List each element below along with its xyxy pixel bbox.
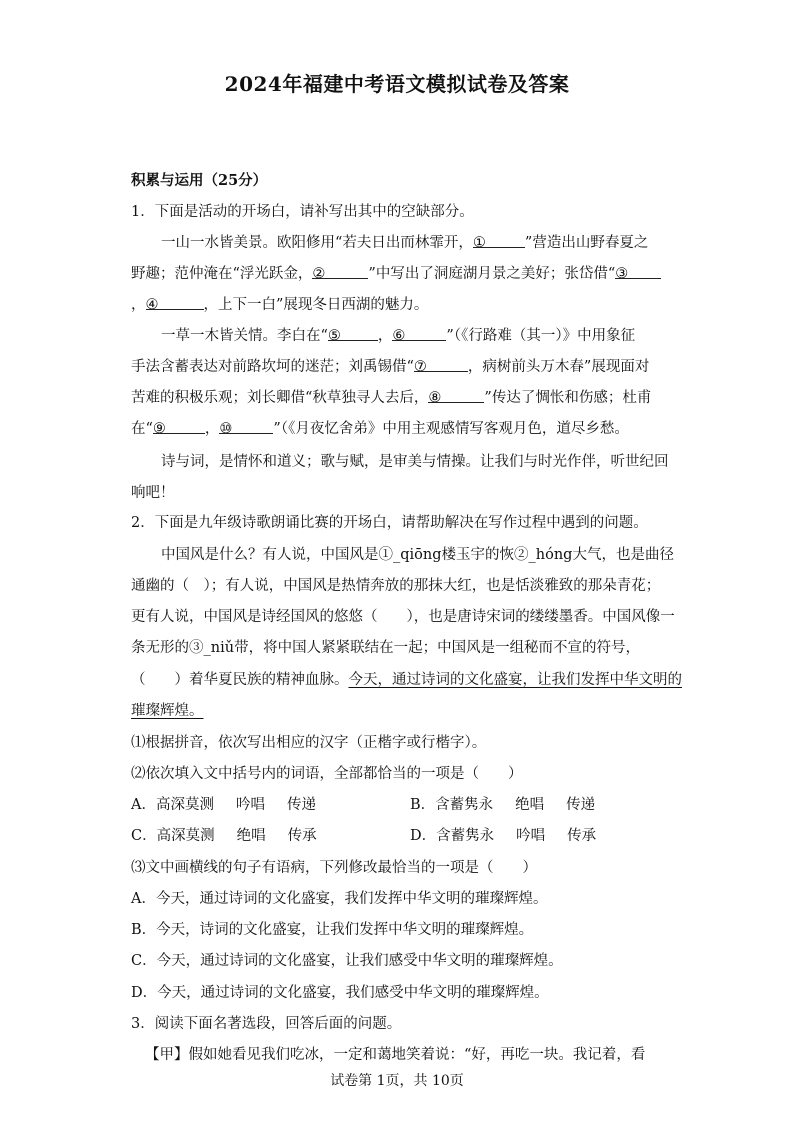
q1-p1-line1: 一山一水皆美景。欧阳修用“若夫日出而林霏开，① ”营造出山野春夏之 — [161, 235, 649, 251]
blank-5[interactable]: ⑤ — [328, 326, 378, 341]
q1-stem: 1．下面是活动的开场白，请补写出其中的空缺部分。 — [131, 204, 474, 220]
blank-9[interactable]: ⑨ — [153, 419, 205, 434]
q2-passage-line4: 条无形的③_niǔ带，将中国人紧紧联结在一起；中国风是一组秘而不宣的符号， — [131, 640, 641, 656]
blank-2[interactable]: ② — [312, 264, 368, 279]
blank-3[interactable]: ③ — [615, 264, 661, 279]
q2-passage-line2: 通幽的（ ）；有人说，中国风是热情奔放的那抹大红，也是恬淡雅致的那朵青花； — [131, 578, 661, 594]
page-footer: 试卷第 1页，共 10页 — [330, 1073, 464, 1089]
option-2c[interactable]: C．高深莫测 绝唱 传承 — [131, 828, 317, 844]
q1-p1-line3: ，④ ，上下一白”展现冬日西湖的魅力。 — [131, 297, 429, 313]
q3-excerpt-line1: 【甲】假如她看见我们吃冰，一定和蔼地笑着说：“好，再吃一块。我记着，看 — [145, 1047, 646, 1063]
q1-p2-line3: 苦难的积极乐观；刘长卿借“秋草独寻人去后，⑧ ”传达了惆怅和伤感；杜甫 — [131, 390, 652, 406]
q2-sub2: ⑵依次填入文中括号内的词语，全部都恰当的一项是（ ） — [131, 766, 523, 782]
q2-stem: 2．下面是九年级诗歌朗诵比赛的开场白，请帮助解决在写作过程中遇到的问题。 — [131, 515, 648, 531]
q1-p2-line2: 手法含蓄表达对前路坎坷的迷茫；刘禹锡借“⑦ ，病树前头万木春”展现面对 — [131, 359, 650, 375]
blank-4[interactable]: ④ — [146, 295, 204, 310]
option-2b[interactable]: B．含蓄隽永 绝唱 传递 — [410, 797, 596, 813]
blank-1[interactable]: ① — [473, 233, 525, 248]
q1-p3-line1: 诗与词，是情怀和道义；歌与赋，是审美与情操。让我们与时光作伴，听世纪回 — [161, 454, 669, 470]
q2-passage-line5: （ ）着华夏民族的精神血脉。今天，通过诗词的文化盛宴，让我们发挥中华文明的 — [131, 672, 682, 688]
option-3c[interactable]: C．今天，通过诗词的文化盛宴，让我们感受中华文明的璀璨辉煌。 — [131, 953, 563, 969]
q1-p3-line2: 响吧！ — [131, 485, 175, 501]
q2-sub3: ⑶文中画横线的句子有语病，下列修改最恰当的一项是（ ） — [131, 860, 537, 876]
q1-p1-line2: 野趣；范仲淹在“浮光跃金，② ”中写出了洞庭湖月景之美好；张岱借“③ — [131, 264, 661, 284]
underlined-sentence: 今天，通过诗词的文化盛宴，让我们发挥中华文明的 — [348, 672, 682, 688]
option-2d[interactable]: D．含蓄隽永 吟唱 传承 — [410, 828, 597, 844]
q2-sub1: ⑴根据拼音，依次写出相应的汉字（正楷字或行楷字）。 — [131, 735, 487, 751]
q3-stem: 3．阅读下面名著选段，回答后面的问题。 — [131, 1016, 402, 1032]
q2-passage-line1: 中国风是什么？有人说，中国风是①_qiōng楼玉宇的恢②_hóng大气，也是曲径 — [161, 547, 674, 563]
option-2a[interactable]: A．高深莫测 吟唱 传递 — [131, 797, 316, 813]
q2-passage-line6: 璀璨辉煌。 — [131, 703, 204, 719]
blank-10[interactable]: ⑩ — [219, 419, 273, 434]
option-3d[interactable]: D．今天，通过诗词的文化盛宴，我们感受中华文明的璀璨辉煌。 — [131, 985, 549, 1001]
blank-7[interactable]: ⑦ — [414, 357, 468, 372]
q1-p2-line1: 一草一木皆关情。李白在“⑤ ，⑥ ”（《行路难（其一）》中用象征 — [161, 328, 636, 344]
blank-6[interactable]: ⑥ — [392, 326, 446, 341]
page-title: 2024年福建中考语文模拟试卷及答案 — [224, 72, 570, 96]
q1-p2-line4: 在“⑨ ，⑩ ”（《月夜忆舍弟》中用主观感情写客观月色，道尽乡愁。 — [131, 421, 629, 437]
q2-passage-line3: 更有人说，中国风是诗经国风的悠悠（ ），也是唐诗宋词的缕缕墨香。中国风像一 — [131, 609, 675, 625]
blank-8[interactable]: ⑧ — [428, 388, 484, 403]
section-heading: 积累与运用（25分） — [131, 172, 268, 189]
option-3b[interactable]: B．今天，诗词的文化盛宴，让我们发挥中华文明的璀璨辉煌。 — [131, 922, 534, 938]
option-3a[interactable]: A．今天，通过诗词的文化盛宴，我们发挥中华文明的璀璨辉煌。 — [131, 891, 548, 907]
